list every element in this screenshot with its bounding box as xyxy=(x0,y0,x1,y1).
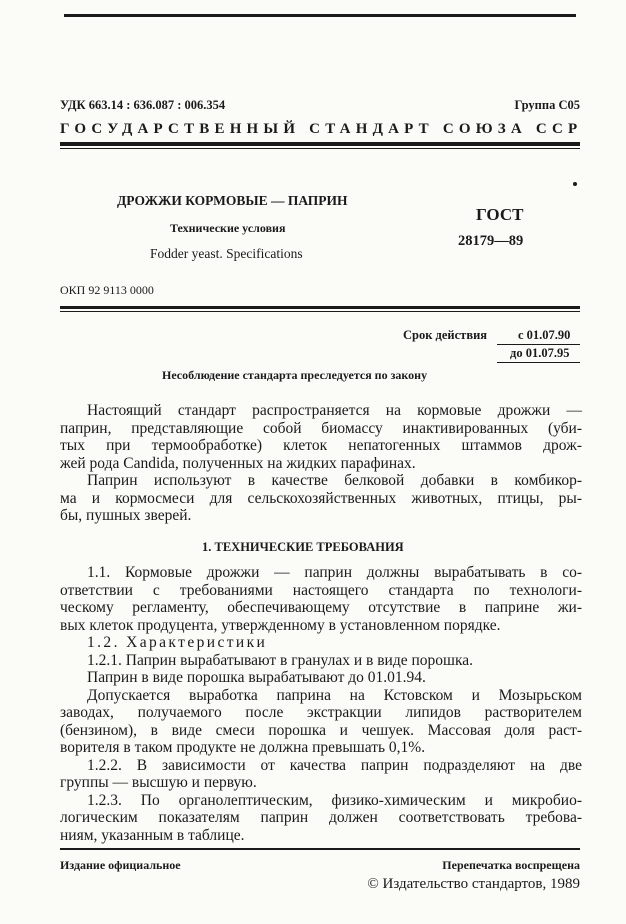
text-line: 1.2. Характеристики xyxy=(87,634,268,651)
text-line: вых клеток продуцента, утвержденному в установленном порядке. xyxy=(60,616,501,634)
text-line: тых при термообработке) клеток непатогенных штаммов дрож- xyxy=(60,437,582,454)
subtitle-en: Fodder yeast. Specifications xyxy=(150,246,303,261)
validity-underline xyxy=(497,362,580,363)
okp-rule-thick xyxy=(60,306,580,309)
text-line: Допускается выработка паприна на Кстовском и Мозырьском xyxy=(87,686,582,704)
text-line: паприн, представляющие собой биомассу инактивированных (уби- xyxy=(60,419,582,437)
official-edition: Издание официальное xyxy=(60,858,181,872)
text-line: Паприн используют в качестве белковой добавки в комбикор- xyxy=(87,472,582,489)
text-line: ответствии с требованиями настоящего стандарта по технологи- xyxy=(60,581,582,599)
text-line: 1.2.3. По органолептическим, физико-химическим и микробио- xyxy=(87,791,582,809)
section-heading: 1. ТЕХНИЧЕСКИЕ ТРЕБОВАНИЯ xyxy=(202,540,404,554)
subtitle-ru: Технические условия xyxy=(170,221,286,235)
section1-text xyxy=(60,564,582,844)
top-rule xyxy=(64,14,576,17)
legal-notice: Несоблюдение стандарта преследуется по закону xyxy=(162,368,428,382)
text-line: ниям, указанным в таблице. xyxy=(60,826,245,844)
text-line: ворителя в таком продукте не должна превышать 0,1%. xyxy=(60,739,426,756)
text-line: бы, пушных зверей. xyxy=(60,507,192,524)
dot-mark xyxy=(573,182,577,186)
text-line: группы — высшую и первую. xyxy=(60,774,257,791)
validity-from: с 01.07.90 xyxy=(518,328,571,342)
udk-code: УДК 663.14 : 636.087 : 006.354 xyxy=(60,98,226,112)
footer-rule xyxy=(60,848,580,850)
gost-label: ГОСТ xyxy=(476,205,524,224)
document-title: ДРОЖЖИ КОРМОВЫЕ — ПАПРИН xyxy=(117,193,348,208)
reprint-notice: Перепечатка воспрещена xyxy=(442,858,580,872)
text-line: (бензином), в виде смеси порошка и чешуек. Массовая доля раст- xyxy=(60,721,582,739)
text-line: жей рода Candida, полученных на жидких парафинах. xyxy=(60,454,416,472)
group-code: Группа С05 xyxy=(514,98,580,112)
text-line: логическим показателям паприн должен соответствовать требова- xyxy=(60,809,582,826)
okp-code: ОКП 92 9113 0000 xyxy=(60,283,154,297)
gost-number: 28179—89 xyxy=(458,233,524,249)
okp-rule-thin xyxy=(60,311,580,312)
text-line: Паприн в виде порошка вырабатывают до 01.01.94. xyxy=(87,669,426,686)
text-line: ческому регламенту, обеспечивающему отсутствие в паприне жи- xyxy=(60,599,582,616)
header-rule-thin xyxy=(60,148,580,149)
validity-divider xyxy=(497,344,580,345)
validity-to: до 01.07.95 xyxy=(510,346,570,360)
validity-label: Срок действия xyxy=(403,328,488,342)
header-rule-thick xyxy=(60,142,580,146)
text-line: 1.2.1. Паприн вырабатывают в гранулах и в виде порошка. xyxy=(87,651,473,669)
state-standard-banner: ГОСУДАРСТВЕННЫЙ СТАНДАРТ СОЮЗА ССР xyxy=(60,121,583,137)
text-line: заводах, получаемого после экстракции липидов растворителем xyxy=(60,704,582,721)
text-line: 1.2.2. В зависимости от качества паприн подразделяют на две xyxy=(87,756,582,774)
intro-text xyxy=(60,402,582,525)
text-line: ма и кормосмеси для сельскохозяйственных животных, птицы, ры- xyxy=(60,489,582,507)
copyright: © Издательство стандартов, 1989 xyxy=(367,876,580,892)
text-line: 1.1. Кормовые дрожжи — паприн должны вырабатывать в со- xyxy=(87,564,582,581)
text-line: Настоящий стандарт распространяется на кормовые дрожжи — xyxy=(87,402,582,419)
